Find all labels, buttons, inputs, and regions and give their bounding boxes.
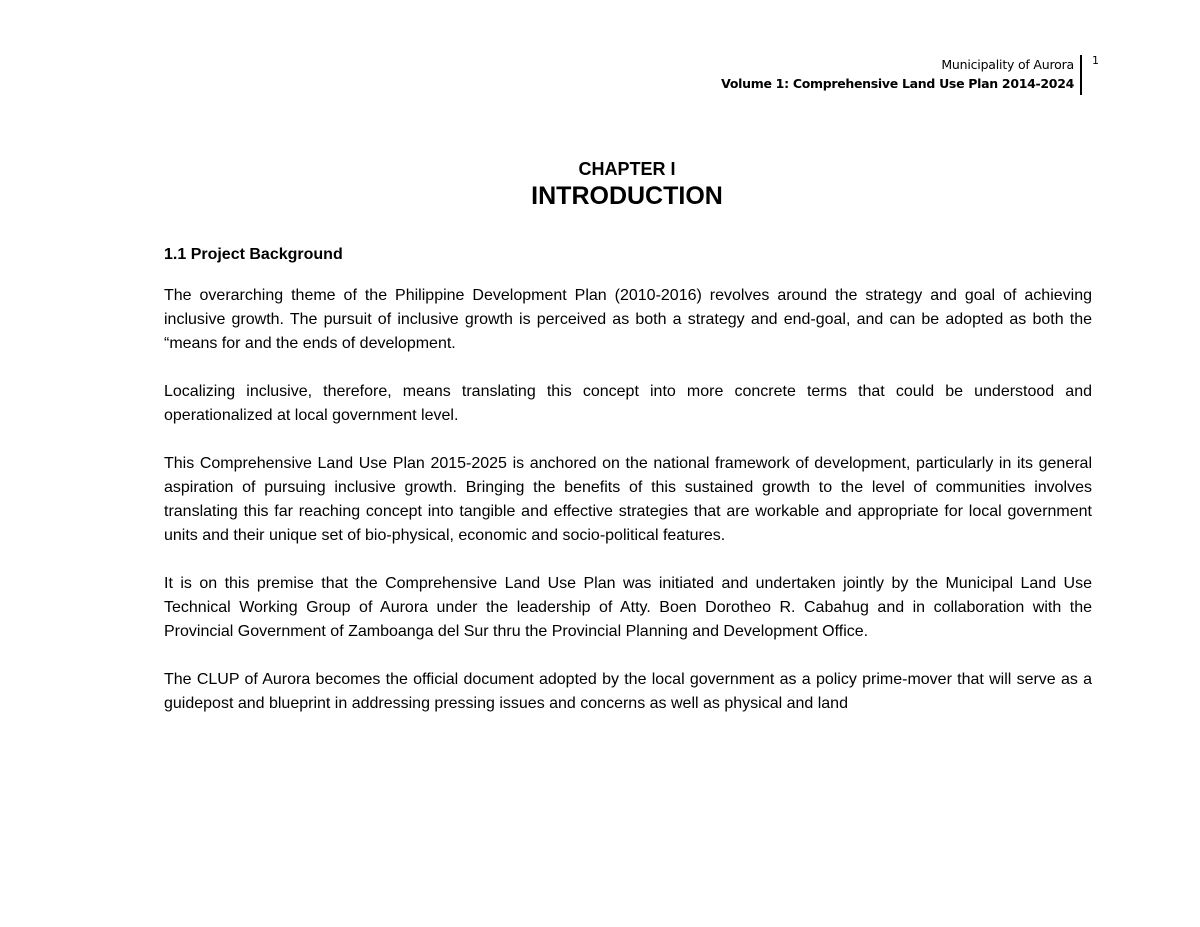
body-text [164, 284, 1092, 740]
paragraph: The CLUP of Aurora becomes the official document adopted by the local government as a policy prime-mover that will serve as a guidepost and blueprint in addressing pressing issues and concerns as well as physical and land [164, 671, 1092, 712]
paragraph: The overarching theme of the Philippine Development Plan (2010-2016) revolves around the strategy and goal of achieving inclusive growth. The pursuit of inclusive growth is perceived as both a strategy and end-goal, and can be adopted as both the “means for and the ends of development. [164, 287, 1092, 352]
paragraph: This Comprehensive Land Use Plan 2015-2025 is anchored on the national framework of development, particularly in its general aspiration of pursuing inclusive growth. Bringing the benefits of this sustained growth to the level of communities involves translating this far reaching concept into tangible and effective strategies that are workable and appropriate for local government units and their unique set of bio-physical, economic and socio-political features. [164, 455, 1092, 544]
page-number: 1 [1092, 54, 1099, 67]
paragraph: It is on this premise that the Comprehensive Land Use Plan was initiated and undertaken jointly by the Municipal Land Use Technical Working Group of Aurora under the leadership of Atty. Boen Dorotheo R. Cabahug and in collaboration with the Provincial Government of Zamboanga del Sur thru the Provincial Planning and Development Office. [164, 575, 1092, 640]
chapter-label: CHAPTER I [578, 159, 676, 179]
header-volume-title: Volume 1: Comprehensive Land Use Plan 2014-2024 [721, 76, 1074, 91]
header-municipality: Municipality of Aurora [941, 57, 1074, 72]
running-header [721, 55, 1082, 95]
section-heading: 1.1 Project Background [164, 246, 343, 263]
paragraph: Localizing inclusive, therefore, means translating this concept into more concrete terms that could be understood and operationalized at local government level. [164, 383, 1092, 424]
chapter-title: INTRODUCTION [531, 182, 723, 210]
